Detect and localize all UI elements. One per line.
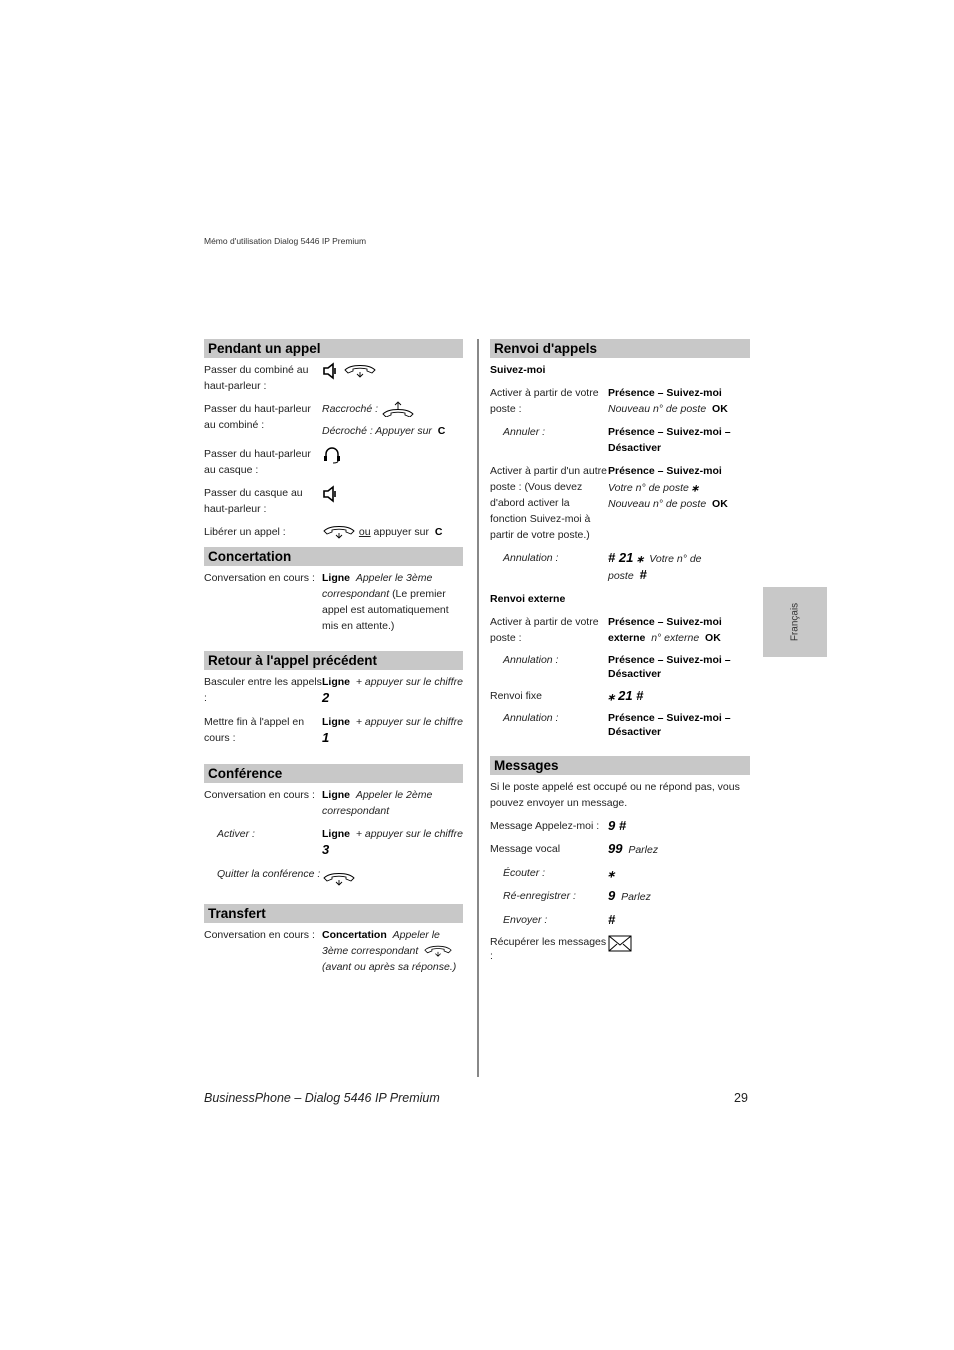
section-title-messages: Messages bbox=[490, 756, 750, 775]
list-item bbox=[204, 927, 463, 975]
key-code: 99 bbox=[608, 841, 623, 856]
speaker-icon bbox=[322, 485, 340, 503]
list-item bbox=[204, 787, 463, 819]
section-title-transfert: Transfert bbox=[204, 904, 463, 923]
list-item bbox=[490, 614, 750, 646]
row-label: Conversation en cours : bbox=[204, 928, 315, 941]
row-label: Activer à partir d'un autre poste : (Vous devez d'abord activer la fonction Suivez-moi à partir de votre poste.) bbox=[490, 465, 607, 541]
footer-title: BusinessPhone – Dialog 5446 IP Premium bbox=[204, 1091, 440, 1105]
list-item bbox=[204, 570, 463, 634]
row-label: Annuler : bbox=[503, 426, 546, 438]
row-label: Basculer entre les appels : bbox=[204, 676, 322, 705]
handset-up-icon bbox=[381, 401, 415, 417]
list-item bbox=[490, 653, 750, 681]
list-item bbox=[490, 711, 750, 739]
list-item bbox=[490, 912, 750, 928]
instruction-italic: Appeler le 3ème correspondant bbox=[322, 572, 433, 601]
row-label: Passer du combiné au haut-parleur : bbox=[204, 364, 309, 392]
headset-icon bbox=[322, 446, 342, 464]
key-c: C bbox=[434, 526, 443, 539]
key-ligne: Ligne bbox=[322, 716, 350, 729]
key-ok: OK bbox=[712, 403, 728, 415]
speaker-icon bbox=[322, 362, 340, 380]
row-label: Passer du haut-parleur au casque : bbox=[204, 448, 311, 477]
subheading-renvoi-externe: Renvoi externe bbox=[490, 593, 566, 605]
list-item bbox=[204, 485, 463, 517]
instruction-note: (Le premier appel est automatiquement mis en attente.) bbox=[322, 588, 449, 633]
list-item bbox=[204, 674, 463, 707]
raccroche-text: Raccroché : bbox=[322, 403, 379, 415]
subheading-suivez-moi: Suivez-moi bbox=[490, 364, 546, 376]
key-concertation: Concertation bbox=[322, 928, 387, 941]
messages-intro: Si le poste appelé est occupé ou ne répond pas, vous pouvez envoyer un message. bbox=[490, 781, 740, 809]
list-item bbox=[490, 424, 750, 456]
row-label: Passer du casque au haut-parleur : bbox=[204, 487, 303, 516]
instruction-italic: Parlez bbox=[628, 844, 659, 856]
menu-path: Présence – Suivez-moi bbox=[608, 387, 722, 399]
key-ok: OK bbox=[705, 632, 721, 644]
key-code: 9 bbox=[608, 888, 616, 903]
instruction-italic: Votre n° de poste bbox=[608, 482, 689, 494]
or-text: ou bbox=[358, 526, 371, 539]
list-item bbox=[490, 550, 750, 584]
list-item bbox=[490, 841, 750, 858]
list-item bbox=[204, 826, 463, 859]
digit-key: 1 bbox=[322, 730, 330, 746]
section-title-concertation: Concertation bbox=[204, 547, 463, 566]
instruction-italic: Appeler le 3ème correspondant bbox=[322, 928, 440, 957]
row-label: Conversation en cours : bbox=[204, 789, 315, 802]
decroche-text: Décroché : Appuyer sur bbox=[322, 425, 432, 438]
handset-down-icon bbox=[322, 871, 356, 887]
header-doc-title: Mémo d'utilisation Dialog 5446 IP Premium bbox=[204, 236, 367, 246]
row-label: Récupérer les messages : bbox=[490, 936, 607, 962]
press-text: appuyer sur bbox=[373, 526, 429, 539]
instruction-italic: Votre n° de bbox=[649, 553, 702, 565]
list-item bbox=[490, 385, 750, 417]
section-title-retour: Retour à l'appel précédent bbox=[204, 651, 463, 670]
row-label: Ré-enregistrer : bbox=[503, 890, 576, 902]
list-item bbox=[204, 714, 463, 747]
page-number: 29 bbox=[734, 1091, 748, 1105]
row-label: Quitter la conférence : bbox=[217, 868, 321, 881]
row-label: Annulation : bbox=[503, 654, 559, 666]
menu-path: Présence – Suivez-moi bbox=[608, 465, 722, 477]
digit-key: 2 bbox=[322, 690, 330, 706]
instruction-italic: (avant ou après sa réponse.) bbox=[322, 960, 457, 973]
list-item bbox=[204, 866, 463, 886]
key-code: # 21 ⁎ bbox=[608, 550, 644, 565]
key-ligne: Ligne bbox=[322, 676, 350, 689]
star-key-icon: ⁎ bbox=[691, 479, 699, 494]
row-label: Activer à partir de votre poste : bbox=[490, 387, 599, 415]
row-label: Message vocal bbox=[490, 843, 561, 855]
list-item bbox=[204, 401, 463, 439]
key-ok: OK bbox=[712, 498, 728, 510]
list-item bbox=[490, 818, 750, 834]
right-column bbox=[490, 339, 750, 970]
row-label: Activer à partir de votre poste : bbox=[490, 616, 599, 644]
row-label: Libérer un appel : bbox=[204, 526, 286, 539]
menu-path: Présence – Suivez-moi bbox=[608, 616, 722, 628]
left-column bbox=[204, 339, 463, 982]
list-item bbox=[490, 688, 750, 704]
menu-path: externe bbox=[608, 632, 646, 644]
instruction-italic: Nouveau n° de poste bbox=[608, 403, 707, 415]
section-title-pendant: Pendant un appel bbox=[204, 339, 463, 358]
section-title-conference: Conférence bbox=[204, 764, 463, 783]
key-code: # bbox=[608, 912, 616, 927]
instruction-italic: + appuyer sur le chiffre bbox=[355, 828, 463, 841]
key-c: C bbox=[437, 425, 446, 438]
menu-path: Présence – Suivez-moi – Désactiver bbox=[608, 426, 731, 454]
key-code: ⁎ 21 # bbox=[608, 688, 644, 703]
row-label: Activer : bbox=[217, 828, 255, 841]
row-label: Annulation : bbox=[503, 712, 559, 724]
instruction-italic: Parlez bbox=[621, 891, 651, 903]
language-tab-label: Français bbox=[789, 602, 801, 642]
list-item bbox=[490, 865, 750, 881]
instruction-italic: Nouveau n° de poste bbox=[608, 498, 707, 510]
key-ligne: Ligne bbox=[322, 828, 350, 841]
row-label: Annulation : bbox=[503, 552, 559, 564]
language-tab bbox=[763, 587, 827, 657]
list-item bbox=[490, 888, 750, 905]
list-item bbox=[490, 463, 750, 543]
row-label: Renvoi fixe bbox=[490, 690, 542, 702]
row-label: Passer du haut-parleur au combiné : bbox=[204, 403, 311, 431]
handset-down-icon bbox=[421, 944, 455, 958]
handset-down-icon bbox=[322, 524, 356, 540]
key-code: ⁎ bbox=[608, 865, 615, 880]
list-item bbox=[490, 935, 750, 963]
section-title-renvoi: Renvoi d'appels bbox=[490, 339, 750, 358]
instruction-italic: Appeler le 2ème correspondant bbox=[322, 789, 433, 818]
key-ligne: Ligne bbox=[322, 572, 350, 585]
instruction-italic: + appuyer sur le chiffre bbox=[355, 676, 463, 689]
menu-path: Présence – Suivez-moi – Désactiver bbox=[608, 654, 731, 680]
list-item bbox=[204, 362, 463, 394]
list-item bbox=[204, 446, 463, 478]
instruction-italic: + appuyer sur le chiffre bbox=[355, 716, 463, 729]
key-code: 9 # bbox=[608, 818, 627, 833]
hash-key: # bbox=[639, 567, 647, 582]
handset-down-icon bbox=[343, 363, 377, 379]
menu-path: Présence – Suivez-moi – Désactiver bbox=[608, 712, 731, 738]
digit-key: 3 bbox=[322, 842, 330, 858]
instruction-italic: n° externe bbox=[651, 632, 700, 644]
row-label: Conversation en cours : bbox=[204, 572, 315, 585]
row-label: Message Appelez-moi : bbox=[490, 820, 600, 832]
key-ligne: Ligne bbox=[322, 789, 350, 802]
list-item bbox=[204, 524, 463, 540]
row-label: Écouter : bbox=[503, 867, 546, 879]
row-label: Envoyer : bbox=[503, 914, 548, 926]
row-label: Mettre fin à l'appel en cours : bbox=[204, 716, 305, 745]
column-divider bbox=[477, 339, 479, 1077]
instruction-italic: poste bbox=[608, 570, 634, 582]
envelope-icon bbox=[608, 935, 632, 952]
